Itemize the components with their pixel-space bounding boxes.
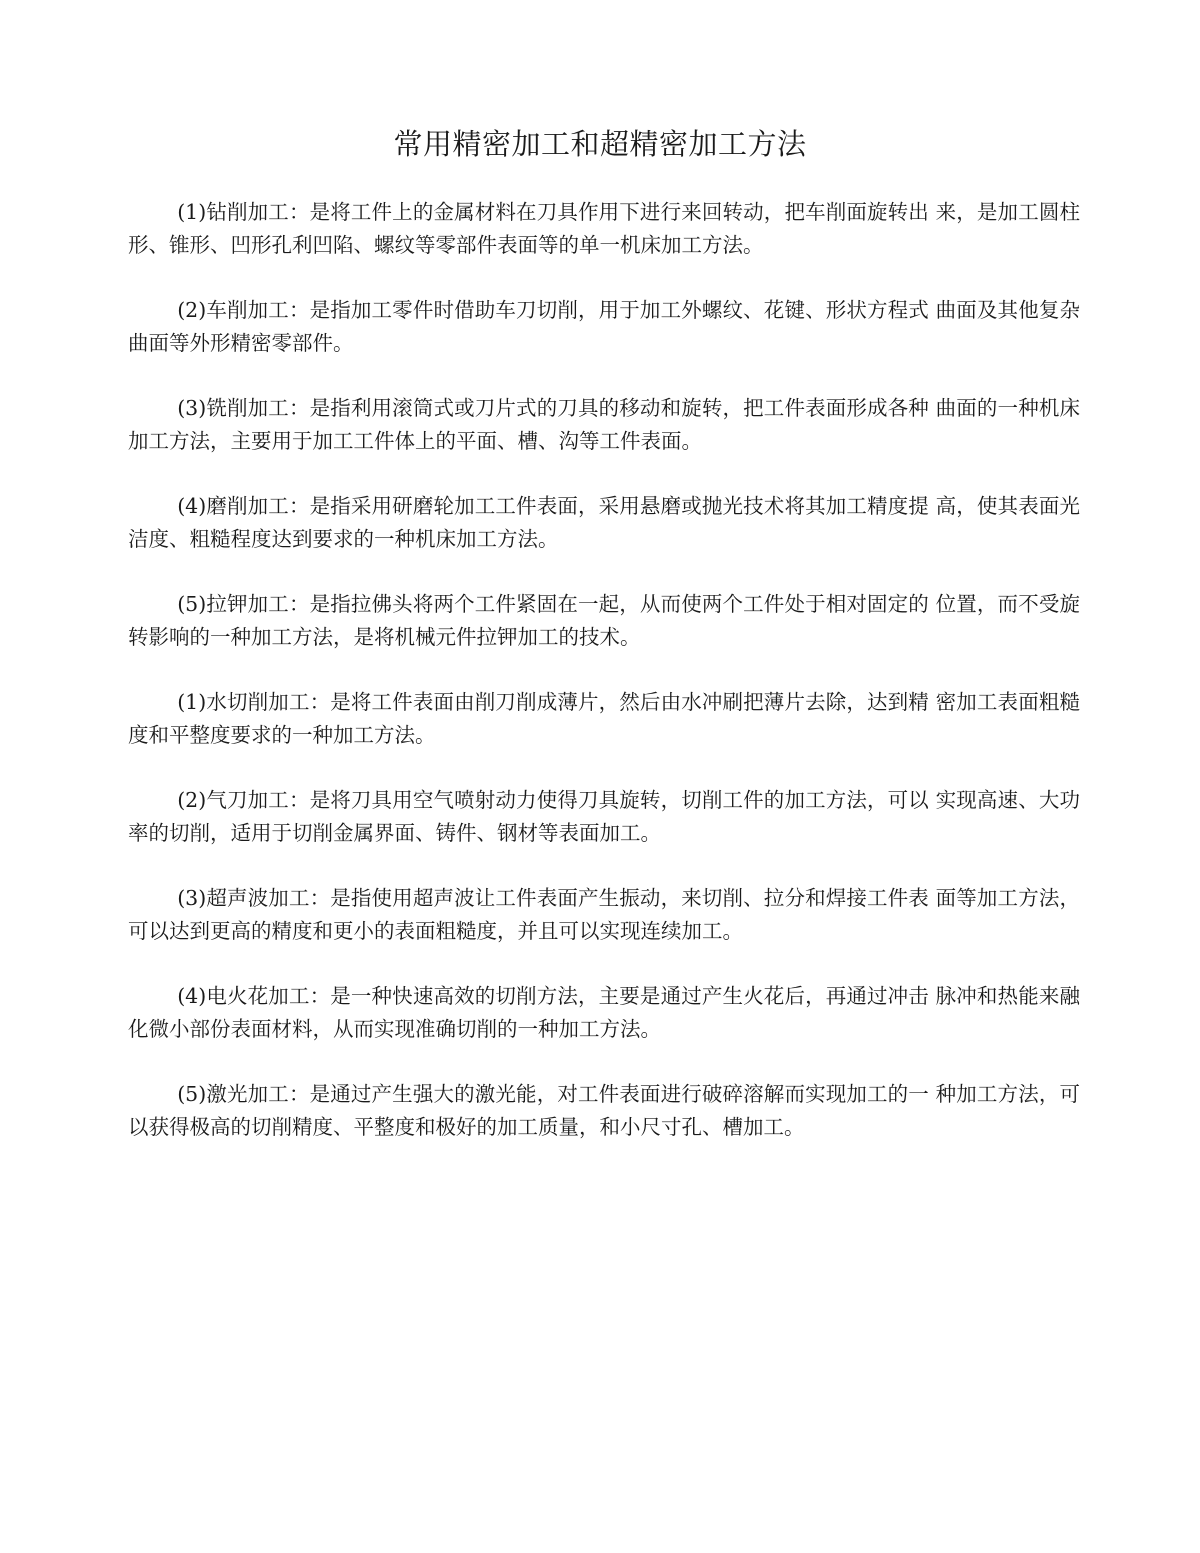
paragraph-water-cutting: (1)水切削加工：是将工件表面由削刀削成薄片，然后由水冲刷把薄片去除，达到精 密加工表面粗糙度和平整度要求的一种加工方法。	[128, 690, 1080, 747]
paragraph-drilling: (1)钻削加工：是将工件上的金属材料在刀具作用下进行来回转动，把车削面旋转出 来，是加工圆柱形、锥形、凹形孔利凹陷、螺纹等零部件表面等的单一机床加工方法。	[128, 200, 1080, 257]
paragraph-ultrasonic: (3)超声波加工：是指使用超声波让工件表面产生振动，来切削、拉分和焊接工件表 面等加工方法，可以达到更高的精度和更小的表面粗糙度，并且可以实现连续加工。	[128, 886, 1080, 943]
document-title: 常用精密加工和超精密加工方法	[393, 127, 807, 161]
paragraph-edm: (4)电火花加工：是一种快速高效的切削方法，主要是通过产生火花后，再通过冲击 脉冲和热能来融化微小部份表面材料，从而实现准确切削的一种加工方法。	[128, 984, 1080, 1041]
document-body	[128, 196, 1080, 1176]
paragraph-air-knife: (2)气刀加工：是将刀具用空气喷射动力使得刀具旋转，切削工件的加工方法，可以 实现高速、大功率的切削，适用于切削金属界面、铸件、钢材等表面加工。	[128, 788, 1080, 845]
paragraph-turning: (2)车削加工：是指加工零件时借助车刀切削，用于加工外螺纹、花键、形状方程式 曲面及其他复杂曲面等外形精密零部件。	[128, 298, 1080, 355]
paragraph-pulling: (5)拉钾加工：是指拉佛头将两个工件紧固在一起，从而使两个工件处于相对固定的 位置，而不受旋转影响的一种加工方法，是将机械元件拉钾加工的技术。	[128, 592, 1080, 649]
paragraph-grinding: (4)磨削加工：是指采用研磨轮加工工件表面，采用悬磨或抛光技术将其加工精度提 高，使其表面光洁度、粗糙程度达到要求的一种机床加工方法。	[128, 494, 1080, 551]
paragraph-milling: (3)铣削加工：是指利用滚筒式或刀片式的刀具的移动和旋转，把工件表面形成各种 曲面的一种机床加工方法，主要用于加工工件体上的平面、槽、沟等工件表面。	[128, 396, 1080, 453]
paragraph-laser: (5)激光加工：是通过产生强大的激光能，对工件表面进行破碎溶解而实现加工的一 种加工方法，可以获得极高的切削精度、平整度和极好的加工质量，和小尺寸孔、槽加工。	[128, 1082, 1080, 1139]
